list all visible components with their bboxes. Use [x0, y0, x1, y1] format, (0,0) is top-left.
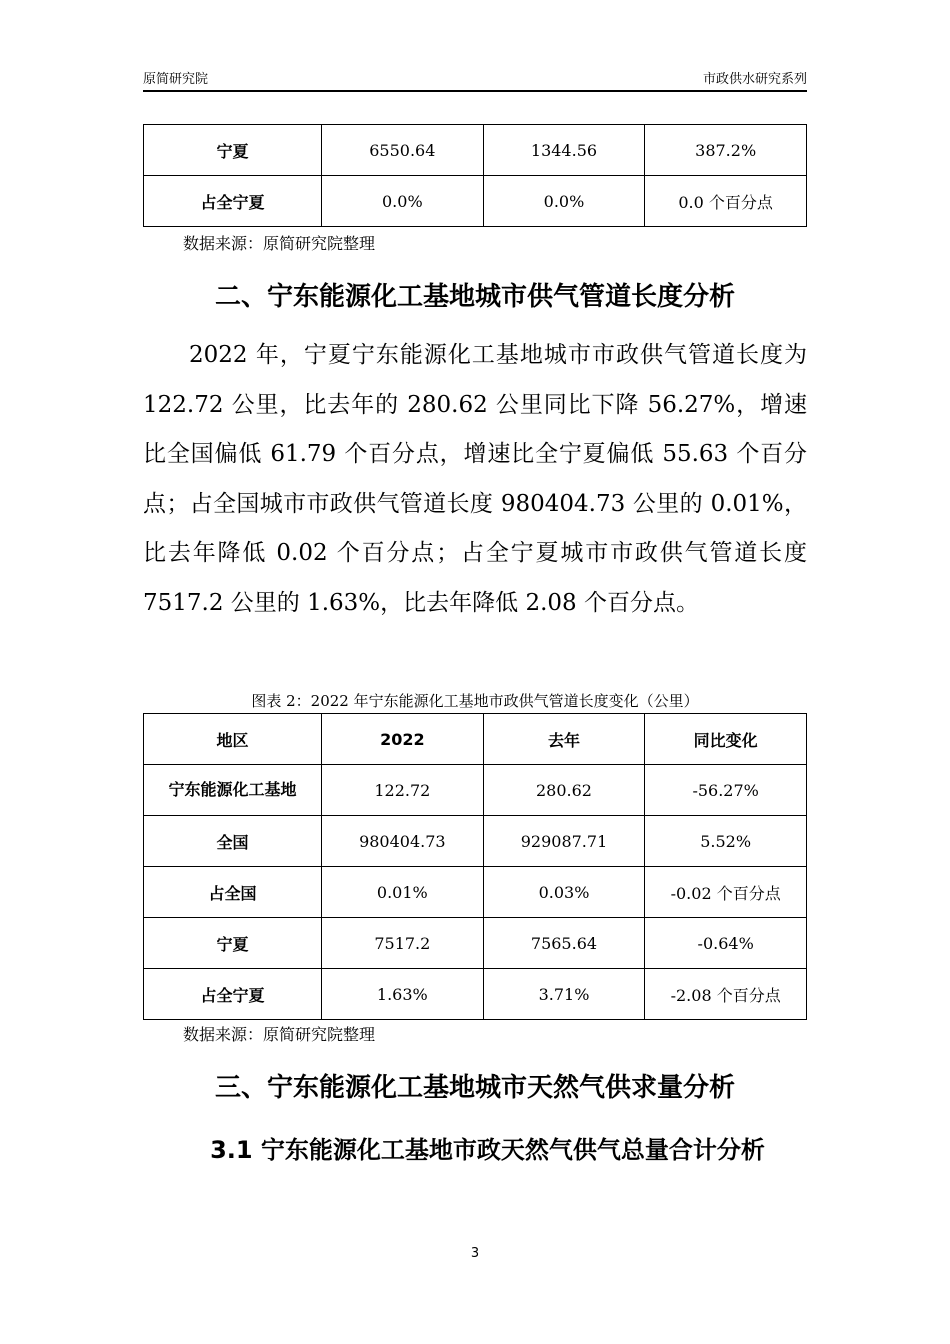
section-heading: 二、宁东能源化工基地城市供气管道长度分析 — [214, 282, 735, 312]
data-source-note: 数据来源：原简研究院整理 — [183, 1025, 376, 1044]
table-row — [144, 969, 807, 1020]
table-cell-region: 宁夏 — [144, 918, 322, 969]
body-paragraph: 2022 年，宁夏宁东能源化工基地城市市政供气管道长度为 122.72 公里，比去年的 280.62 公里同比下降 56.27%，增速比全国偏低 61.79 个百分点，增速比全宁夏偏低 55.63 个百分点；占全国城市市政供气管道长度 980404.73 公里的 0.01%，比去年降低 0.02 个百分点；占全宁夏城市市政供气管道长度 7517.2 公里的 1.63%，比去年降低 2.08 个百分点。 — [143, 342, 807, 616]
header-org: 原简研究院 — [143, 72, 209, 87]
table-cell-yoy: 0.0 个百分点 — [645, 176, 807, 227]
table-cell-yoy: -0.02 个百分点 — [645, 867, 807, 918]
table-cell-current: 7517.2 — [322, 918, 484, 969]
table-row — [144, 867, 807, 918]
table-cell-yoy: 387.2% — [645, 125, 807, 176]
table-cell-yoy: -2.08 个百分点 — [645, 969, 807, 1020]
table-cell-current: 0.0% — [322, 176, 484, 227]
table-cell-yoy: -56.27% — [645, 765, 807, 816]
table-cell-last-year: 3.71% — [483, 969, 645, 1020]
table-cell-last-year: 7565.64 — [483, 918, 645, 969]
table-cell-region: 占全宁夏 — [144, 176, 322, 227]
table-row — [144, 816, 807, 867]
table-cell-yoy: 5.52% — [645, 816, 807, 867]
table-cell-last-year: 929087.71 — [483, 816, 645, 867]
table-row — [144, 125, 807, 176]
subsection-heading: 3.1 宁东能源化工基地市政天然气供气总量合计分析 — [210, 1136, 765, 1164]
table-cell-last-year: 0.03% — [483, 867, 645, 918]
column-header-region: 地区 — [144, 714, 322, 765]
header-series: 市政供水研究系列 — [702, 72, 807, 87]
column-header-yoy: 同比变化 — [645, 714, 807, 765]
column-header-2022: 2022 — [322, 714, 484, 765]
table-cell-region: 占全宁夏 — [144, 969, 322, 1020]
table-cell-last-year: 280.62 — [483, 765, 645, 816]
section-heading: 三、宁东能源化工基地城市天然气供求量分析 — [214, 1073, 735, 1103]
table-row — [144, 765, 807, 816]
table-caption: 图表 2：2022 年宁东能源化工基地市政供气管道长度变化（公里） — [251, 692, 699, 710]
table-cell-yoy: -0.64% — [645, 918, 807, 969]
table-cell-region: 宁东能源化工基地 — [144, 765, 322, 816]
table-cell-current: 6550.64 — [322, 125, 484, 176]
column-header-last-year: 去年 — [483, 714, 645, 765]
table-row — [144, 918, 807, 969]
table-cell-current: 980404.73 — [322, 816, 484, 867]
table-cell-region: 占全国 — [144, 867, 322, 918]
table-cell-last-year: 1344.56 — [483, 125, 645, 176]
data-source-note: 数据来源：原简研究院整理 — [183, 234, 376, 253]
table-cell-current: 1.63% — [322, 969, 484, 1020]
table-row — [144, 176, 807, 227]
table-cell-current: 122.72 — [322, 765, 484, 816]
table-1-continued — [143, 124, 807, 227]
table-cell-current: 0.01% — [322, 867, 484, 918]
table-cell-last-year: 0.0% — [483, 176, 645, 227]
table-header-row — [144, 714, 807, 765]
page-number: 3 — [470, 1246, 480, 1261]
page-header — [143, 66, 807, 92]
table-cell-region: 宁夏 — [144, 125, 322, 176]
table-2 — [143, 713, 807, 1020]
table-cell-region: 全国 — [144, 816, 322, 867]
